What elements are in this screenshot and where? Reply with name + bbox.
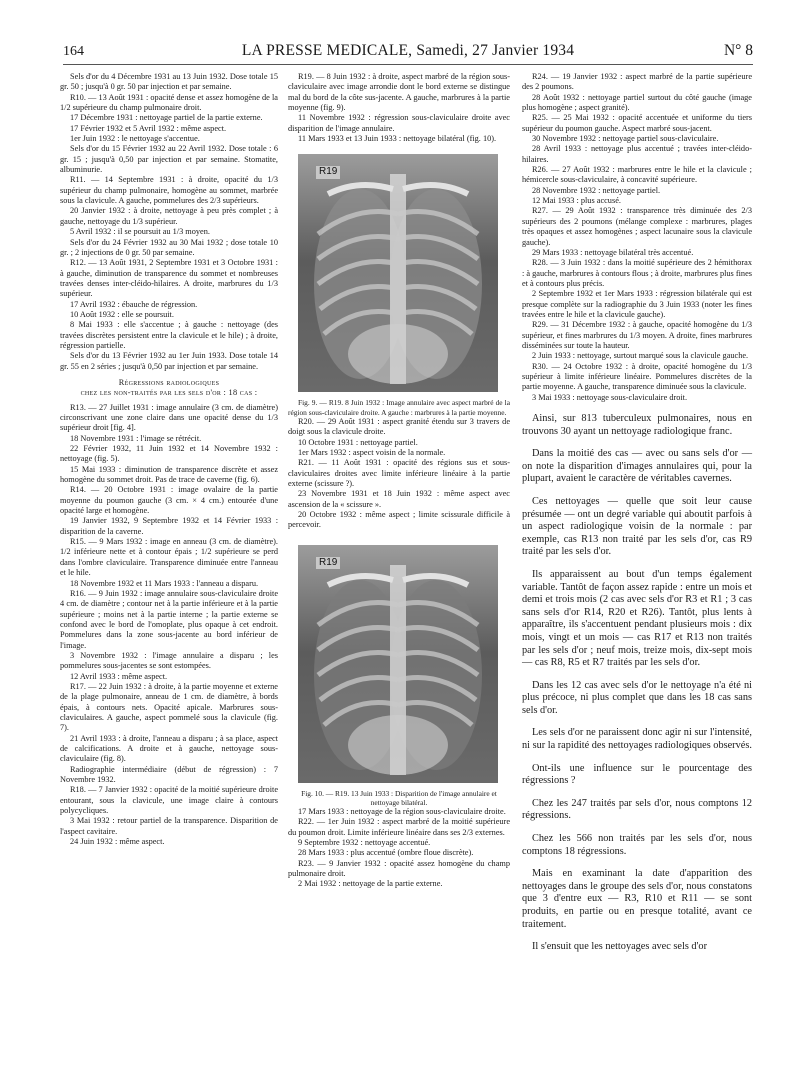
chest-xray-image [298, 154, 498, 392]
paragraph: Il s'ensuit que les nettoyages avec sels d'or [532, 941, 707, 953]
issue-number: N° 8 [723, 42, 753, 59]
paragraph: R11. — 14 Septembre 1931 : à droite, opacité du 1/3 supérieur du champ pulmonaire, homogène au sommet, marbrée sous la clavicule. A gauche, pommelures des 2/3 supérieurs. [60, 175, 278, 206]
paragraph: 10 Août 1932 : elle se poursuit. [70, 309, 174, 319]
paragraph: R27. — 29 Août 1932 : transparence très diminuée des 2/3 supérieurs des 2 poumons (mélange complexe : marbrures, plages très opaques et assez homogènes ; aspect lacunaire sous la clavicule gauche). [522, 206, 752, 247]
paragraph: 28 Août 1932 : nettoyage partiel surtout du côté gauche (image plus homogène ; aspect granité). [522, 92, 752, 113]
paragraph: 8 Mai 1933 : elle s'accentue ; à gauche : nettoyage (des travées discrètes persistent entre la clavicule et le hile) ; à droite, régression partielle. [60, 320, 278, 350]
paragraph: 15 Mai 1933 : diminution de transparence discrète et assez homogène du sommet droit. Pas de trace de caverne (fig. 6). [60, 464, 278, 485]
paragraph: 12 Mai 1933 : plus accusé. [532, 196, 621, 206]
paragraph: 21 Avril 1933 : à droite, l'anneau a disparu ; à sa place, aspect de calcifications. A droite et à gauche, nettoyage sous-claviculaire (fig. 8). [60, 733, 278, 764]
page-number: 164 [63, 44, 84, 59]
paragraph: Les sels d'or ne paraissent donc agir ni sur l'intensité, ni sur la rapidité des nettoyages radiologiques observés. [522, 727, 752, 752]
paragraph: Ils apparaissent au bout d'un temps également variable. Tantôt de façon assez rapide : entre un mois et demi et trois mois (2 cas avec sels d'or R3 et R1 ; 3 cas sans sels d'or R14, R20 et R26). Tantôt, plus lents à apparaître, ils s'accentuent pendant plusieurs mois : dix mois, vingt et un mois — cas R17 et R13 non traités par les sels d'or ; neuf mois, treize mois, dix-sept mois — cas R8, R5 et R7 traités par les sels d'or. [522, 568, 752, 669]
paragraph: R21. — 11 Août 1931 : opacité des régions sus et sous-claviculaires droites avec limite inférieure linéaire à la partie externe (scissure ?). [288, 458, 510, 488]
paragraph: R25. — 25 Mai 1932 : opacité accentuée et uniforme du tiers supérieur du poumon gauche. Aspect marbré sous-jacent. [522, 113, 752, 133]
paragraph: 11 Mars 1933 et 13 Juin 1933 : nettoyage bilatéral (fig. 10). [298, 134, 497, 144]
paragraph: R30. — 24 Octobre 1932 : à droite, opacité homogène du 1/3 supérieur à limite inférieure linéaire. Pommelures discrètes de la partie moyenne. A gauche, transparence diminuée sous la clavicule. [522, 361, 752, 392]
header-rule [63, 64, 753, 65]
paragraph: 23 Novembre 1931 et 18 Juin 1932 : même aspect avec ascension de la « scissure ». [288, 489, 510, 509]
paragraph: R14. — 20 Octobre 1931 : image ovalaire de la partie moyenne du poumon gauche (3 cm. × 4 cm.) entourée d'une opacité large et homogène. [60, 485, 278, 516]
paragraph: 22 Février 1932, 11 Juin 1932 et 14 Novembre 1932 : nettoyage (fig. 5). [60, 444, 278, 464]
paragraph: 24 Juin 1932 : même aspect. [70, 837, 165, 847]
paragraph: Sels d'or du 15 Février 1932 au 22 Avril 1932. Dose totale : 6 gr. 15 ; jusqu'à 0,50 par injection et par semaine. Stomatite, albuminurie. [60, 144, 278, 175]
paragraph: 3 Novembre 1932 : l'image annulaire a disparu ; les pommelures sous-jacentes se sont estompées. [60, 650, 278, 671]
paragraph: R12. — 13 Août 1931, 2 Septembre 1931 et 3 Octobre 1931 : à gauche, diminution de transparence du sommet et nombreuses travées denses inter-cléido-hilaires. A droite, marbrures du 1/3 supérieur. [60, 258, 278, 299]
paragraph: 20 Octobre 1932 : même aspect ; limite scissurale difficile à percevoir. [288, 509, 510, 530]
xray-figure-10 [298, 545, 498, 783]
paragraph: R13. — 27 Juillet 1931 : image annulaire (3 cm. de diamètre) circonscrivant une zone claire dans une opacité dense du 1/3 supérieur droit [fig. 4]. [60, 402, 278, 433]
figure-10-caption: Fig. 10. — R19. 13 Juin 1933 : Disparition de l'image annulaire et nettoyage bilatéral. [301, 788, 497, 807]
paragraph: Ont-ils une influence sur le pourcentage des régressions ? [522, 762, 752, 787]
paragraph: 2 Septembre 1932 et 1er Mars 1933 : régression bilatérale qui est presque complète sur la radiographie du 3 Juin 1933 (noter les fines travées entre le hile et la clavicule gauche). [522, 289, 752, 319]
column-left [60, 72, 278, 847]
paragraph: Radiographie intermédiaire (début de régression) : 7 Novembre 1932. [60, 764, 278, 785]
section-subheading: chez les non-traités par les sels d'or : 18 cas : [80, 388, 258, 398]
paragraph: Dans la moitié des cas — avec ou sans sels d'or — on note la disparition d'images annulaires qui, pour la plupart, avaient le caractère de véritables cavernes. [522, 448, 752, 485]
paragraph: R23. — 9 Janvier 1932 : opacité assez homogène du champ pulmonaire droit. [288, 858, 510, 879]
radiograph-label: R19 [316, 557, 340, 569]
paragraph: Mais en examinant la date d'apparition des nettoyages dans le groupe des sels d'or, nous constatons que 3 d'entre eux — R3, R10 et R11 — se sont produits, en partie ou en presque totalité, avant ce traitement. [522, 868, 752, 930]
paragraph: 28 Avril 1933 : nettoyage plus accentué ; travées inter-cléido-hilaires. [522, 144, 752, 164]
paragraph: 17 Avril 1932 : ébauche de régression. [70, 299, 198, 309]
figure-9-caption: Fig. 9. — R19. 8 Juin 1932 : Image annulaire avec aspect marbré de la région sous-claviculaire droite. A gauche : marbrures à la partie moyenne. [288, 398, 510, 417]
paragraph: 17 Février 1932 et 5 Avril 1932 : même aspect. [70, 123, 227, 133]
paragraph: 28 Mars 1933 : plus accentué (ombre floue discrète). [298, 848, 474, 858]
paragraph: R20. — 29 Août 1931 : aspect granité étendu sur 3 travers de doigt sous la clavicule droite. [288, 416, 510, 437]
paragraph: Sels d'or du 24 Février 1932 au 30 Mai 1932 ; dose totale 10 gr. ; 2 injections de 0 gr. 50 par semaine. [60, 237, 278, 257]
paragraph: R24. — 19 Janvier 1932 : aspect marbré de la partie supérieure des 2 poumons. [522, 72, 752, 92]
paragraph: 12 Avril 1933 : même aspect. [70, 671, 168, 681]
section-heading: Régressions radiologiques [118, 377, 220, 387]
paragraph: 3 Mai 1933 : nettoyage sous-claviculaire droit. [532, 392, 688, 402]
page-header [63, 40, 753, 62]
paragraph: R10. — 13 Août 1931 : opacité dense et assez homogène de la 1/2 supérieure du champ pulmonaire droit. [60, 92, 278, 113]
paragraph: 9 Septembre 1932 : nettoyage accentué. [298, 838, 431, 848]
paragraph: Dans les 12 cas avec sels d'or le nettoyage n'a été ni plus précoce, ni plus complet que dans les 18 cas sans sels d'or. [522, 679, 752, 716]
paragraph: Ces nettoyages — quelle que soit leur cause présumée — ont un degré variable qui aboutit parfois à un aspect radiologique voisin de la normale : par exemple, cas R13 non traité par les sels d'or, cas R9 traité par les sels d'or. [522, 495, 752, 558]
paragraph: R15. — 9 Mars 1932 : image en anneau (3 cm. de diamètre). 1/2 inférieure nette et à contour épais ; 1/2 supérieure se perd dans l'ombre claviculaire. Transparence diminuée entre l'anneau et le hile. [60, 537, 278, 578]
paragraph: 18 Novembre 1931 : l'image se rétrécit. [70, 433, 202, 443]
paragraph: 20 Janvier 1932 : à droite, nettoyage à peu près complet ; à gauche, nettoyage du 1/3 supérieur. [60, 206, 278, 226]
paragraph: Chez les 566 non traités par les sels d'or, nous comptons 18 régressions. [522, 833, 752, 857]
paragraph: 1er Juin 1932 : le nettoyage s'accentue. [70, 134, 200, 144]
paragraph: 2 Juin 1933 : nettoyage, surtout marqué sous la clavicule gauche. [532, 351, 749, 361]
paragraph: 1er Mars 1932 : aspect voisin de la normale. [298, 447, 446, 457]
paragraph: Sels d'or du 4 Décembre 1931 au 13 Juin 1932. Dose totale 15 gr. 50 ; jusqu'à 0 gr. 50 par injection et par semaine. [60, 72, 278, 92]
journal-title: LA PRESSE MEDICALE, Samedi, 27 Janvier 1934 [241, 42, 575, 59]
paragraph: Sels d'or du 13 Février 1932 au 1er Juin 1933. Dose totale 14 gr. 55 en 2 séries ; jusqu'à 0,50 par injection et par semaine. [60, 351, 278, 371]
paragraph: R26. — 27 Août 1932 : marbrures entre le hile et la clavicule ; hémicercle sous-claviculaire, à concavité supérieure. [522, 165, 752, 185]
paragraph: 17 Mars 1933 : nettoyage de la région sous-claviculaire droite. [298, 807, 506, 816]
radiograph-label: R19 [316, 166, 340, 178]
paragraph: 3 Mai 1932 : retour partiel de la transparence. Disparition de l'aspect cavitaire. [60, 816, 278, 836]
paragraph: 19 Janvier 1932, 9 Septembre 1932 et 14 Février 1933 : disparition de la caverne. [60, 516, 278, 536]
paragraph: 18 Novembre 1932 et 11 Mars 1933 : l'anneau a disparu. [70, 578, 259, 588]
paragraph: 17 Décembre 1931 : nettoyage partiel de la partie externe. [70, 113, 263, 123]
paragraph: R16. — 9 Juin 1932 : image annulaire sous-claviculaire droite 4 cm. de diamètre ; contour net à la partie inférieure et à la partie supérieure ; moins net à la partie interne ; la partie externe se confond avec le bord de l'omoplate, plus opaque à cet endroit. Pommelures dans la zone sous-jacente au bord inférieur de l'image. [60, 588, 278, 650]
paragraph: 10 Octobre 1931 : nettoyage partiel. [298, 437, 418, 447]
paragraph: Ainsi, sur 813 tuberculeux pulmonaires, nous en trouvons 30 ayant un nettoyage radiologique franc. [522, 413, 752, 437]
paragraph: R22. — 1er Juin 1932 : aspect marbré de la moitié supérieure du poumon droit. Limite inférieure linéaire dans ses 2/3 externes. [288, 817, 510, 837]
paragraph: 29 Mars 1933 : nettoyage bilatéral très accentué. [532, 247, 694, 257]
paragraph: R19. — 8 Juin 1932 : à droite, aspect marbré de la région sous-claviculaire avec image arrondie dont le bord externe se distingue mal du bord de la côte sus-jacente. A gauche, marbrures à la partie moyenne (fig. 9). [288, 72, 510, 113]
paragraph: 2 Mai 1932 : nettoyage de la partie externe. [298, 879, 443, 889]
paragraph: 30 Novembre 1932 : nettoyage partiel sous-claviculaire. [532, 134, 719, 144]
chest-xray-image [298, 545, 498, 783]
paragraph: 5 Avril 1932 : il se poursuit au 1/3 moyen. [70, 227, 210, 237]
column-right [522, 72, 752, 954]
paragraph: R28. — 3 Juin 1932 : dans la moitié supérieure des 2 hémithorax : à gauche, marbrures à contours flous ; à droite, marbrures plus fines et à contours plus précis. [522, 258, 752, 288]
xray-figure-9 [298, 154, 498, 392]
paragraph: R18. — 7 Janvier 1932 : opacité de la moitié supérieure droite entourant, sous la clavicule, une image claire à contours polycycliques. [60, 785, 278, 816]
paragraph: R17. — 22 Juin 1932 : à droite, à la partie moyenne et externe de la plage pulmonaire, anneau de 1 cm. de diamètre, à bords épais, à contours nets. Opacité apicale. Marbrures sous-claviculaires. A gauche, aspect pommelé sous la clavicule (fig. 7). [60, 681, 278, 733]
column-middle [288, 72, 510, 890]
paragraph: 28 Novembre 1932 : nettoyage partiel. [532, 185, 661, 195]
paragraph: R29. — 31 Décembre 1932 : à gauche, opacité homogène du 1/3 supérieur, et fines marbrures du 1/3 moyen. A droite, fines marbrures disséminées sur toute la hauteur. [522, 320, 752, 350]
paragraph: Chez les 247 traités par sels d'or, nous comptons 12 régressions. [522, 797, 752, 822]
paragraph: 11 Novembre 1932 : régression sous-claviculaire droite avec disparition de l'image annulaire. [288, 113, 510, 133]
